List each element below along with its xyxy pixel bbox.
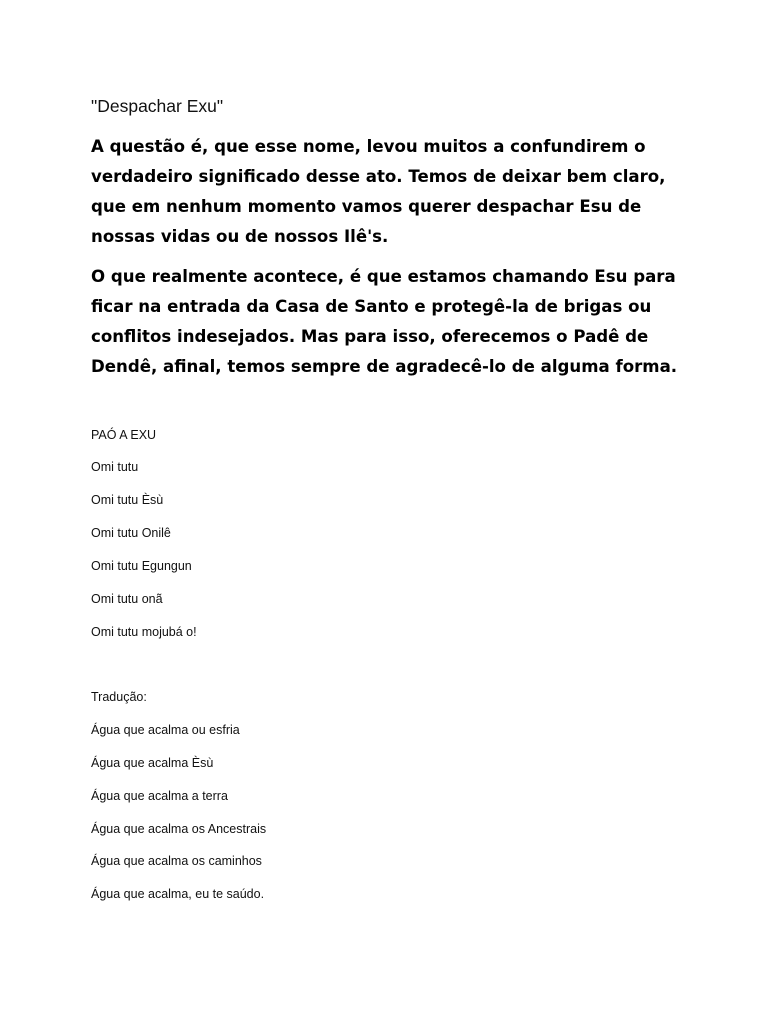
chant-line: Omi tutu <box>91 460 139 474</box>
paragraph-intro: A questão é, que esse nome, levou muitos a confundirem o verdadeiro significado desse ato. Temos de deixar bem claro, que em nenhum momento vamos querer despachar Esu de nossas vidas ou de nossos Ilê's. <box>91 137 666 246</box>
translation-line: Água que acalma Èsù <box>91 756 214 770</box>
translation-line: Água que acalma, eu te saúdo. <box>91 887 265 901</box>
translation-line: Água que acalma a terra <box>91 789 228 803</box>
chant-line: Omi tutu Onilê <box>91 526 171 540</box>
chant-line: Omi tutu Egungun <box>91 559 192 573</box>
chant-line: Omi tutu Èsù <box>91 493 164 507</box>
chant-heading: PAÓ A EXU <box>91 428 157 442</box>
chant-line: Omi tutu mojubá o! <box>91 625 197 639</box>
translation-line: Água que acalma os Ancestrais <box>91 822 267 836</box>
chant-line: Omi tutu onã <box>91 592 163 606</box>
translation-heading: Tradução: <box>91 690 147 704</box>
paragraph-explanation: O que realmente acontece, é que estamos chamando Esu para ficar na entrada da Casa de Santo e protegê-la de brigas ou conflitos indesejados. Mas para isso, oferecemos o Padê de Dendê, afinal, temos sempre de agradecê-lo de alguma forma. <box>91 267 678 376</box>
translation-line: Água que acalma ou esfria <box>91 723 240 737</box>
document-title: "Despachar Exu" <box>91 96 224 116</box>
translation-line: Água que acalma os caminhos <box>91 854 262 868</box>
